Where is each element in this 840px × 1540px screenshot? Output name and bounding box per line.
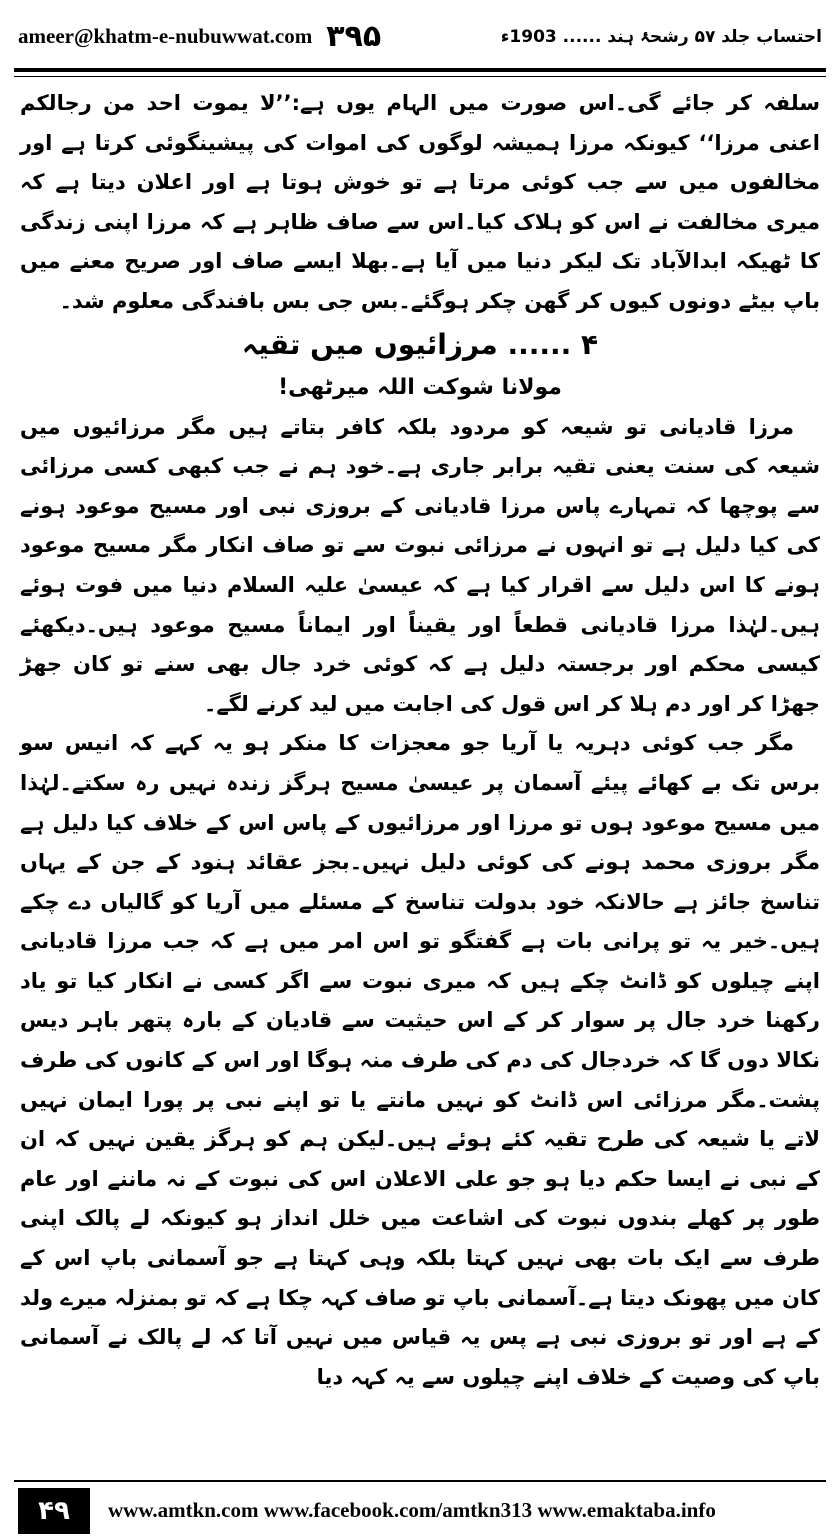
- header-rule-thin: [14, 76, 826, 77]
- section-heading: ۴ ...... مرزائیوں میں تقیہ: [241, 327, 599, 361]
- author-line: مولانا شوکت اللہ میرٹھی!: [278, 374, 562, 400]
- header-email: ameer@khatm-e-nubuwwat.com: [18, 23, 313, 48]
- body-paragraph-2: مرزا قادیانی تو شیعہ کو مردود بلکہ کافر بتاتے ہیں مگر مرزائیوں میں شیعہ کی سنت یعنی تقیہ برابر جاری ہے۔خود ہم نے جب کبھی کسی مرزائی سے پوچھا کہ تمہارے پاس مرزا قادیانی کے بروزی نبی اور مسیح موعود ہونے کی کیا دلیل ہے تو انہوں نے مرزائی نبوت سے تو صاف انکار مگر مسیح موعود ہونے کا اس دلیل سے اقرار کیا ہے کہ عیسیٰ علیہ السلام دنیا میں فوت ہوئے ہیں۔لہٰذا مرزا قادیانی قطعاً اور یقیناً اور ایماناً مسیح موعود ہیں۔دیکھئے کیسی محکم اور برجستہ دلیل ہے کہ کوئی خرد جال بھی سنے تو کان جھڑ جھڑا کر اور دم ہلا کر اس قول کی اجابت میں لید کرنے لگے۔: [20, 414, 820, 716]
- footer-urls: www.amtkn.com www.facebook.com/amtkn313 www.emaktaba.info: [108, 1498, 716, 1522]
- header-title: احتساب جلد ۵۷ رشحۂ ہند ...... 1903ء: [500, 26, 822, 47]
- body-paragraph-1: سلفہ کر جائے گی۔اس صورت میں الہام یوں ہے:’’لا یموت احد من رجالکم اعنی مرزا‘‘ کیونکہ مرزا ہمیشہ لوگوں کی اموات کی پیشینگوئی کرتا ہے اور مخالفوں میں سے جب کوئی مرتا ہے تو خوش ہوتا ہے اور اعلان دیتا ہے کہ میری مخالفت نے اس کو ہلاک کیا۔اس سے صاف ظاہر ہے کہ مرزا اپنی زندگی کا ٹھیکہ ابدالآباد تک لیکر دنیا میں آیا ہے۔بھلا ایسے صاف اور صریح معنے میں باپ بیٹے دونوں کیوں کر گھن چکر ہوگئے۔بس جی بس بافندگی معلوم شد۔: [20, 91, 820, 313]
- page-footer: [0, 1476, 840, 1540]
- header-rule-thick: [14, 68, 826, 72]
- footer-rule: [14, 1480, 826, 1482]
- page-body: [20, 84, 820, 1472]
- header-page-number: ۳۹۵: [326, 18, 382, 54]
- body-paragraph-3: مگر جب کوئی دہریہ یا آریا جو معجزات کا منکر ہو یہ کہے کہ انیس سو برس تک بے کھائے پیئے آسمان پر عیسیٰ مسیح ہرگز زندہ نہیں رہ سکتے۔لہٰذا میں مسیح موعود ہوں تو مرزا اور مرزائیوں کے پاس اس کے خلاف کیا دلیل ہے مگر بروزی محمد ہونے کی کوئی دلیل نہیں۔بجز عقائد ہنود کے جن کے یہاں تناسخ جائز ہے حالانکہ خود بدولت تناسخ کے مسئلے میں آریا کو گالیاں دے چکے ہیں۔خیر یہ تو پرانی بات ہے گفتگو تو اس امر میں ہے کہ جب مرزا قادیانی اپنے چیلوں کو ڈانٹ چکے ہیں کہ میری نبوت سے اگر کسی نے انکار کیا تو یاد رکھنا خرد جال پر سوار کر کے اس حیثیت سے قادیان کے بارہ پتھر باہر دیس نکالا دوں گا کہ خردجال کی دم کی طرف منہ ہوگا اور اس کے کانوں کی طرف پشت۔مگر مرزائی اس ڈانٹ کو نہیں مانتے یا تو اپنے نبی پر پورا ایمان نہیں لاتے یا شیعہ کی طرح تقیہ کئے ہوئے ہیں۔لیکن ہم کو ہرگز یقین نہیں کہ ان کے نبی نے ایسا حکم دیا ہو جو علی الاعلان اس کی نبوت کے نہ ماننے اور عام طور پر کھلے بندوں نبوت کی اشاعت میں خلل انداز ہو کیونکہ لے پالک اپنی طرف سے ایک بات بھی نہیں کہتا بلکہ وہی کہتا ہے جو آسمانی باپ اس کے کان میں پھونک دیتا ہے۔آسمانی باپ تو صاف کہہ چکا ہے کہ تو بمنزلہ میرے ولد کے ہے اور تو بروزی نبی ہے پس یہ قیاس میں نہیں آتا کہ لے پالک نے آسمانی باپ کی وصیت کے خلاف اپنے چیلوں سے یہ کہہ دیا: [20, 731, 820, 1389]
- page-header: [18, 8, 822, 64]
- header-left: [18, 19, 381, 54]
- footer-page-number: ۴۹: [18, 1488, 90, 1534]
